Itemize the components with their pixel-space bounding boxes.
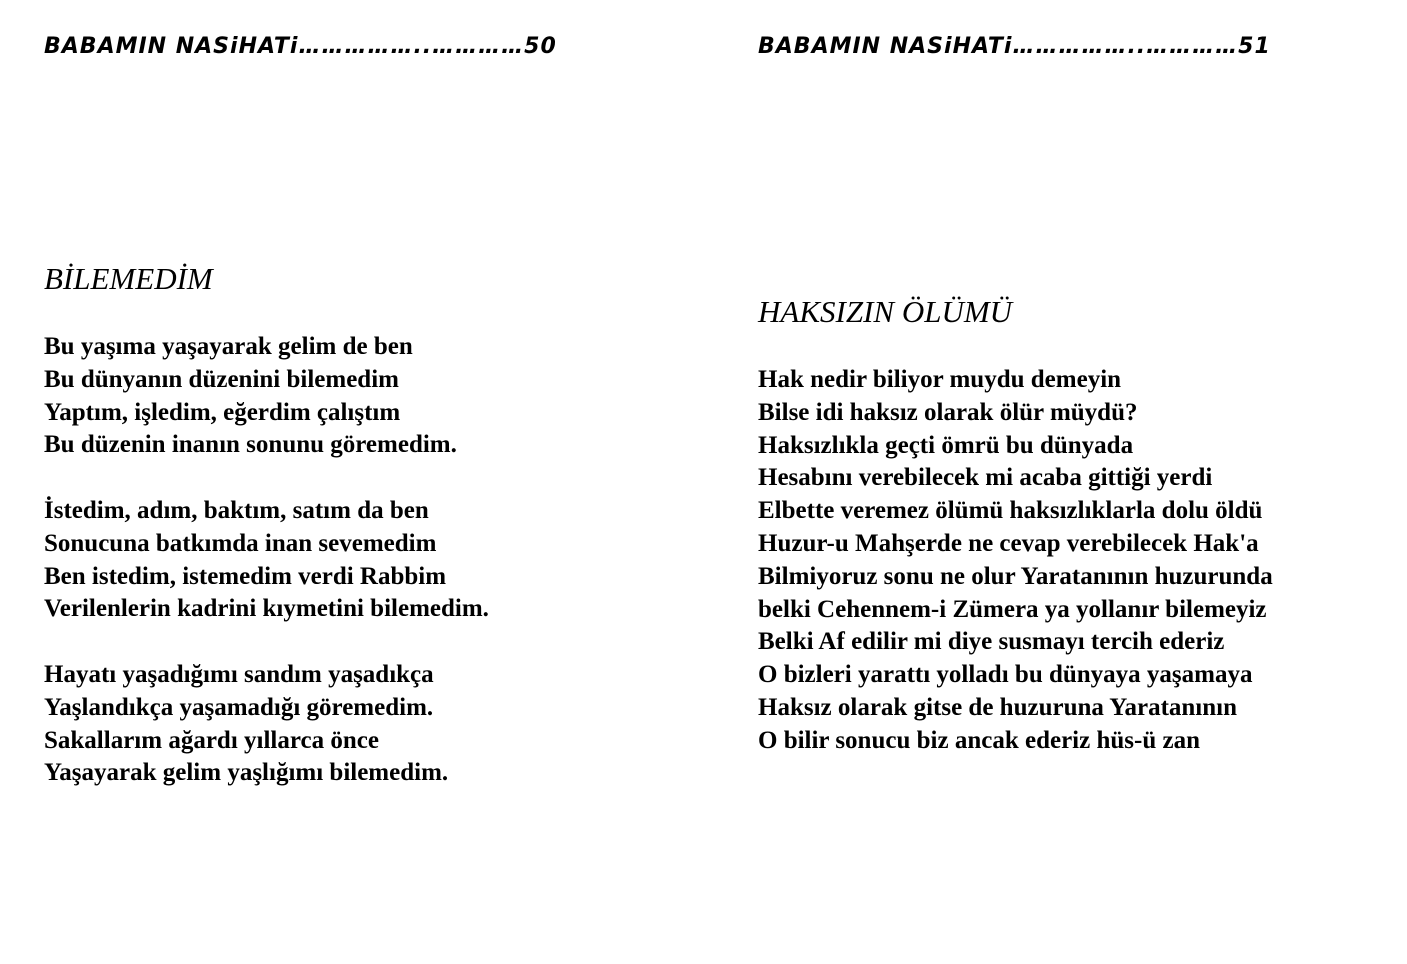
poem-line: O bilir sonucu biz ancak ederiz hüs-ü zan (758, 726, 1200, 754)
poem-line: Ben istedim, istemedim verdi Rabbim (44, 562, 447, 590)
poem-line: Hesabını verebilecek mi acaba gittiği yerdi (758, 464, 1213, 492)
stanza (44, 331, 489, 462)
running-header: BABAMIN NASiHATi……………..…………50 (44, 34, 557, 59)
poem-line: Bu dünyanın düzenini bilemedim (44, 365, 399, 393)
poem-line: belki Cehennem-i Zümera ya yollanır bilemeyiz (758, 595, 1267, 623)
poem-line: Huzur-u Mahşerde ne cevap verebilecek Hak'a (758, 529, 1259, 557)
poem-line: Bu düzenin inanın sonunu göremedim. (44, 431, 457, 459)
poem-line: Belki Af edilir mi diye susmayı tercih ederiz (758, 628, 1225, 656)
poem-body (758, 364, 1273, 758)
poem-title: HAKSIZIN ÖLÜMÜ (758, 294, 1013, 329)
poem-line: Yaşayarak gelim yaşlığımı bilemedim. (44, 759, 449, 787)
poem-line: İstedim, adım, baktım, satım da ben (44, 496, 429, 524)
poem-line: Sonucuna batkımda inan sevemedim (44, 529, 437, 557)
poem-line: Hak nedir biliyor muydu demeyin (758, 366, 1122, 393)
running-header: BABAMIN NASiHATi……………..…………51 (758, 34, 1271, 59)
poem-line: Elbette veremez ölümü haksızlıklarla dolu öldü (758, 497, 1263, 525)
poem-line: Yaşlandıkça yaşamadığı göremedim. (44, 693, 434, 721)
poem-line: Verilenlerin kadrini kıymetini bilemedim. (44, 595, 489, 623)
poem-line: Haksızlıkla geçti ömrü bu dünyada (758, 431, 1134, 459)
stanza (758, 364, 1273, 758)
poem-title: BİLEMEDİM (44, 261, 213, 296)
poem-line: Haksız olarak gitse de huzuruna Yaratanının (758, 693, 1238, 721)
poem-line: Bilmiyoruz sonu ne olur Yaratanının huzurunda (758, 562, 1273, 590)
stanza (44, 659, 489, 790)
poem-line: Sakallarım ağardı yıllarca önce (44, 726, 379, 754)
poem-line: Yaptım, işledim, eğerdim çalıştım (44, 398, 401, 426)
left-page (44, 0, 704, 964)
poem-line: Hayatı yaşadığımı sandım yaşadıkça (44, 660, 434, 688)
right-page (758, 0, 1398, 964)
poem-line: Bu yaşıma yaşayarak gelim de ben (44, 333, 413, 360)
poem-line: O bizleri yarattı yolladı bu dünyaya yaşamaya (758, 661, 1253, 689)
poem-line: Bilse idi haksız olarak ölür müydü? (758, 398, 1138, 426)
poem-body (44, 331, 489, 790)
stanza (44, 495, 489, 626)
